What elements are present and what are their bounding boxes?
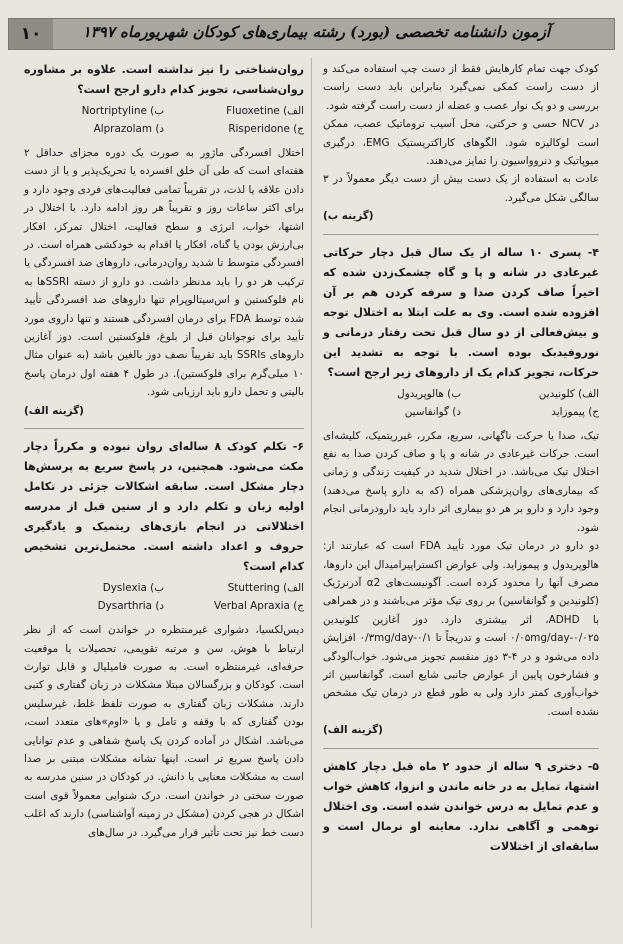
option-d: د) Dysarthria (97, 600, 164, 613)
question-6-options (24, 579, 304, 615)
option-a: الف) Fluoxetine (226, 105, 304, 117)
option-c: ج) Risperidone (228, 123, 304, 135)
question-separator (323, 234, 599, 235)
paragraph: اختلال افسردگی ماژور به صورت یک دوره مجزای حداقل ۲ هفته‌ای است که طی آن خلق افسرده یا تحریک‌پذیر و یا از دست دادن علاقه یا لذت، در تقریباً تمامی فعالیت‌های فردی وجود دارد و برای اکثر ساعات روز و تقریباً هر روز ادامه دارد. با اختلال در اشتها، خواب، انرژی و سطح فعالیت، اختلال تمرکز، افکار بی‌ارزش بودن یا گناه، افکار یا اقدام به خودکشی همراه است. در افسردگی متوسط تا شدید روان‌درمانی، داروهای ضد افسردگی یا ترکیب هر دو را باید مدنظر داشت. دو دارو از دسته SSRIها به نام فلوکستین و اس‌سیتالوپرام تنها داروهای ضد افسردگی تأیید شده توسط FDA برای درمان افسردگی هستند و تنها داروی مورد تأیید برای نوجوانان قبل از بلوغ، فلوکستین است. دوز آغازین داروهای SSRIs باید تقریباً نصف دوز بالغین باشد (به عنوان مثال ۱۰ میلی‌گرم برای فلوکستین). در طول ۴ هفته اول درمان پاسخ بالینی و تحمل دارو باید ارزیابی شود. (24, 147, 305, 399)
paragraph: عادت به استفاده از یک دست بیش از دست دیگر معمولاً در ۳ سالگی شکل می‌گیرد. (323, 173, 599, 204)
question-5-options (24, 102, 304, 138)
paragraph: کودک جهت تمام کارهایش فقط از دست چپ استفاده می‌کند و از دست راست کمکی نمی‌گیرد بنابراین باید دست راست بررسی و دو یک نوار عصب و عضله از دست راست گرفته شود. (323, 63, 599, 112)
option-b: ب) Dyslexia (102, 582, 164, 595)
page-number: ۱۰ (9, 19, 53, 49)
option-a: الف) کلونیدین (538, 387, 599, 400)
page-header (8, 18, 615, 50)
option-b: ب) هالوپریدول (397, 387, 461, 400)
option-b: ب) Nortriptyline (81, 105, 164, 117)
paragraph: دیس‌لکسیا، دشواری غیرمنتظره در خواندن است که از نظر ارتباط با هوش، سن و مرتبه تقویمی، تحصیلات یا موقعیت حرفه‌ای، غیرمنتظره است. به صورت فامیلیال و قابل توارث است. کودکان و بزرگسالان مبتلا مشکلات در زبان گفتاری و کتبی دارند. مشکلات زبان گفتاری به صورت تلفظ غلط، غیرسلیس بودن گفتاری که با وقفه و تامل و یا «اوم»های متعدد است، می‌باشد. اشکال در آماده کردن یک پاسخ شفاهی و عدم توانایی دادن پاسخ سریع تر است. اینها تشانه مشکلات مبتنی بر صدا است به مشکلات معنایی یا دانش. در کودکان در سنین مدرسه به صورت سختی در خواندن است. درک شنوایی معمولاً قوی است اشکال در هجی کردن (مشکل در زمینه آواشناسی) دارند که اغلب دست خط نیز تحت تأثیر قرار می‌گیرد. در سال‌های (24, 624, 304, 839)
question-separator (323, 748, 599, 749)
answer-key: (گزینه ب) (323, 210, 374, 223)
column-divider (311, 58, 312, 928)
question-5: ۵- دختری ۹ ساله از حدود ۲ ماه قبل دچار کاهش اشتها، تمایل به در خانه ماندن و انزوا، کاهش خواب و عدم تمایل به درس خواندن شده است. وی اختلال توهمی و آگاهی ندارد. معاینه او نرمال است و سابقه‌ای از اختلالات (323, 759, 599, 853)
left-column (24, 60, 304, 842)
answer-key: (گزینه الف) (323, 724, 383, 737)
option-c: ج) پیموزاید (551, 405, 599, 418)
option-a: الف) Stuttering (227, 582, 304, 595)
question-4: ۴- پسری ۱۰ ساله از یک سال قبل دچار حرکاتی غیرعادی در شانه و پا و گاه چشمک‌زدن شده که اخیراً صاف کردن صدا و سرفه کردن هم بر آن افزوده شده است. وی به علت ابتلا به اختلال توجه و بیش‌فعالی از دو سال قبل تحت رفتار درمانی و نوروفیدبک بوده است. با توجه به تشدید این حرکات، تجویز کدام یک از داروهای زیر ارجح است؟ (323, 245, 599, 379)
option-d: د) گوانفاسین (404, 405, 461, 418)
paragraph: در NCV حسی و حرکتی، محل آسیب تروماتیک عصب، ممکن است لوکالیزه شود. الگوهای کاراکتریستیک EMG، درگیری میوپاتیک و دنروواسیون را تمایز می‌دهند. (323, 118, 600, 168)
option-d: د) Alprazolam (93, 123, 164, 135)
paragraph: دو دارو در درمان تیک مورد تأیید FDA است که عبارتند از: هالوپریدول و پیموزاید. ولی عوارض اکستراپیرامیدال این داروها، مصرف آنها را محدود کرده است. آگونیست‌های α2 آدرنرژیک (کلونیدین و گوانفاسین) بر روی تیک مؤثر می‌باشند و در همراهی با ADHD، اثر بیشتری دارد. دوز آغازین کلونیدین ۰/۰۵mg/day-۰/۰۲۵ است و تدریجاً تا ۰/۳mg/day-۰/۱ افزایش داده می‌شود و در ۴-۳ دوز منقسم تجویز می‌شود. خواب‌آلودگی و فشارخون پایین از عوارض جانبی شایع است. گوانفاسین اثر خواب‌آوری کمتر دارد ولی به طور قطع در درمان تیک مشخص نشده است. (323, 540, 600, 718)
right-column (323, 60, 599, 857)
header-title: آزمون دانشنامه تخصصی (بورد) رشته بیماری‌های کودکان شهریورماه ۱۳۹۷ (82, 23, 550, 41)
question-4-options (323, 385, 599, 421)
question-5-continued: روان‌شناختی را نیز نداشته است. علاوه بر مشاوره روان‌شناسی، تجویز کدام دارو ارجح است؟ (24, 63, 304, 96)
question-6: ۶- تکلم کودک ۸ ساله‌ای روان نبوده و مکرراً دچار مکث می‌شود. همچنین، در پاسخ سریع به پرسش‌ها دچار مشکل است. سابقه اشکالات جزئی در تکامل اولیه زبان و تکلم دارد و از سنین قبل از مدرسه اختلالاتی در انجام بازی‌های ریتمیک و یادگیری حروف و اعداد داشته است. محتمل‌ترین تشخیص کدام است؟ (24, 440, 305, 574)
answer-key: (گزینه الف) (24, 404, 84, 417)
question-separator (24, 428, 304, 429)
paragraph: تیک، صدا یا حرکت ناگهانی، سریع، مکرر، غیرریتمیک، کلیشه‌ای است. حرکات غیرعادی در شانه و پا و صاف کردن صدا به نفع اختلال تیک می‌باشد. در اختلال شدید در کیفیت زندگی و زمانی که بیماری‌های روان‌پزشکی همراه (که به دارو پاسخ می‌دهند) وجود دارد و دارو بر هر دو بیماری اثر دارد باید دارودرمانی انجام شود. (323, 429, 599, 534)
option-c: ج) Verbal Apraxia (214, 600, 304, 613)
